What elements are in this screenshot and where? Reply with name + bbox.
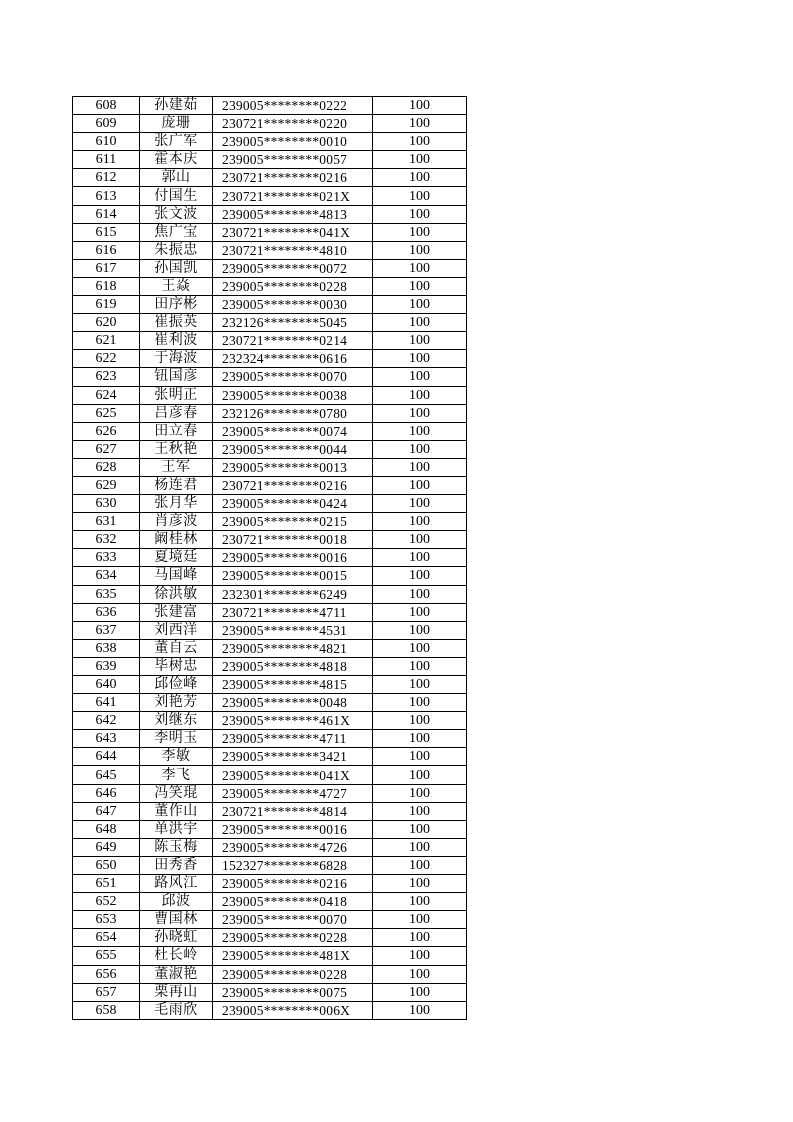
table-row (73, 133, 467, 151)
amount-cell: 100 (373, 875, 467, 893)
row-number-cell: 613 (73, 187, 140, 205)
amount-cell: 100 (373, 277, 467, 295)
table-row (73, 730, 467, 748)
name-cell: 王焱 (140, 277, 213, 295)
row-number-cell: 641 (73, 694, 140, 712)
row-number-cell: 654 (73, 929, 140, 947)
amount-cell: 100 (373, 965, 467, 983)
row-number-cell: 622 (73, 350, 140, 368)
id-number-cell: 239005********0016 (213, 549, 373, 567)
table-row (73, 223, 467, 241)
row-number-cell: 625 (73, 404, 140, 422)
row-number-cell: 627 (73, 440, 140, 458)
table-row (73, 513, 467, 531)
name-cell: 路风江 (140, 875, 213, 893)
id-number-cell: 239005********0038 (213, 386, 373, 404)
amount-cell: 100 (373, 97, 467, 115)
id-number-cell: 230721********041X (213, 223, 373, 241)
id-number-cell: 232301********6249 (213, 585, 373, 603)
table-row (73, 766, 467, 784)
name-cell: 崔利波 (140, 332, 213, 350)
amount-cell: 100 (373, 440, 467, 458)
row-number-cell: 642 (73, 712, 140, 730)
name-cell: 田序彬 (140, 296, 213, 314)
row-number-cell: 645 (73, 766, 140, 784)
amount-cell: 100 (373, 241, 467, 259)
name-cell: 冯笑琨 (140, 784, 213, 802)
amount-cell: 100 (373, 513, 467, 531)
name-cell: 张广军 (140, 133, 213, 151)
amount-cell: 100 (373, 495, 467, 513)
name-cell: 单洪宇 (140, 820, 213, 838)
amount-cell: 100 (373, 766, 467, 784)
amount-cell: 100 (373, 856, 467, 874)
id-number-cell: 230721********0220 (213, 115, 373, 133)
amount-cell: 100 (373, 223, 467, 241)
table-row (73, 241, 467, 259)
id-number-cell: 239005********0044 (213, 440, 373, 458)
id-number-cell: 239005********0216 (213, 875, 373, 893)
row-number-cell: 633 (73, 549, 140, 567)
amount-cell: 100 (373, 549, 467, 567)
name-cell: 钮国彦 (140, 368, 213, 386)
row-number-cell: 636 (73, 603, 140, 621)
name-cell: 郭山 (140, 169, 213, 187)
table-row (73, 350, 467, 368)
row-number-cell: 631 (73, 513, 140, 531)
row-number-cell: 650 (73, 856, 140, 874)
id-number-cell: 239005********4727 (213, 784, 373, 802)
amount-cell: 100 (373, 368, 467, 386)
row-number-cell: 618 (73, 277, 140, 295)
amount-cell: 100 (373, 404, 467, 422)
name-cell: 杨连君 (140, 476, 213, 494)
id-number-cell: 239005********041X (213, 766, 373, 784)
table-row (73, 422, 467, 440)
id-number-cell: 232324********0616 (213, 350, 373, 368)
table-row (73, 911, 467, 929)
table-row (73, 621, 467, 639)
amount-cell: 100 (373, 115, 467, 133)
name-cell: 张建富 (140, 603, 213, 621)
table-row (73, 748, 467, 766)
name-cell: 毛雨欣 (140, 1001, 213, 1019)
table-row (73, 875, 467, 893)
name-cell: 肖彦波 (140, 513, 213, 531)
id-number-cell: 232126********0780 (213, 404, 373, 422)
amount-cell: 100 (373, 567, 467, 585)
row-number-cell: 646 (73, 784, 140, 802)
table-row (73, 476, 467, 494)
table-row (73, 712, 467, 730)
id-number-cell: 239005********0215 (213, 513, 373, 531)
name-cell: 王秋艳 (140, 440, 213, 458)
table-row (73, 115, 467, 133)
table-row (73, 1001, 467, 1019)
row-number-cell: 648 (73, 820, 140, 838)
name-cell: 焦广宝 (140, 223, 213, 241)
row-number-cell: 632 (73, 531, 140, 549)
name-cell: 付国生 (140, 187, 213, 205)
table-row (73, 676, 467, 694)
table-row (73, 386, 467, 404)
id-number-cell: 239005********0015 (213, 567, 373, 585)
id-number-cell: 230721********021X (213, 187, 373, 205)
amount-cell: 100 (373, 603, 467, 621)
name-cell: 孙建茹 (140, 97, 213, 115)
id-number-cell: 239005********4818 (213, 657, 373, 675)
table-row (73, 187, 467, 205)
amount-cell: 100 (373, 784, 467, 802)
id-number-cell: 239005********0016 (213, 820, 373, 838)
row-number-cell: 652 (73, 893, 140, 911)
id-number-cell: 239005********4813 (213, 205, 373, 223)
row-number-cell: 651 (73, 875, 140, 893)
id-number-cell: 239005********4726 (213, 838, 373, 856)
table-row (73, 169, 467, 187)
row-number-cell: 615 (73, 223, 140, 241)
id-number-cell: 239005********0228 (213, 965, 373, 983)
row-number-cell: 657 (73, 983, 140, 1001)
amount-cell: 100 (373, 676, 467, 694)
name-cell: 刘西洋 (140, 621, 213, 639)
table-row (73, 893, 467, 911)
row-number-cell: 635 (73, 585, 140, 603)
name-cell: 董自云 (140, 639, 213, 657)
row-number-cell: 612 (73, 169, 140, 187)
table-row (73, 585, 467, 603)
amount-cell: 100 (373, 476, 467, 494)
table-row (73, 838, 467, 856)
id-number-cell: 239005********0228 (213, 277, 373, 295)
id-number-cell: 230721********0216 (213, 169, 373, 187)
table-row (73, 856, 467, 874)
id-number-cell: 239005********0075 (213, 983, 373, 1001)
table-row (73, 802, 467, 820)
name-cell: 李敏 (140, 748, 213, 766)
id-number-cell: 239005********006X (213, 1001, 373, 1019)
amount-cell: 100 (373, 838, 467, 856)
row-number-cell: 637 (73, 621, 140, 639)
row-number-cell: 653 (73, 911, 140, 929)
row-number-cell: 630 (73, 495, 140, 513)
table-row (73, 259, 467, 277)
row-number-cell: 614 (73, 205, 140, 223)
name-cell: 庞珊 (140, 115, 213, 133)
id-number-cell: 239005********0418 (213, 893, 373, 911)
amount-cell: 100 (373, 657, 467, 675)
name-cell: 刘继东 (140, 712, 213, 730)
row-number-cell: 609 (73, 115, 140, 133)
amount-cell: 100 (373, 639, 467, 657)
amount-cell: 100 (373, 1001, 467, 1019)
table-row (73, 531, 467, 549)
table-row (73, 983, 467, 1001)
row-number-cell: 649 (73, 838, 140, 856)
id-number-cell: 230721********0018 (213, 531, 373, 549)
name-cell: 李飞 (140, 766, 213, 784)
table-row (73, 495, 467, 513)
table-row (73, 567, 467, 585)
table-row (73, 440, 467, 458)
amount-cell: 100 (373, 712, 467, 730)
id-number-cell: 230721********4810 (213, 241, 373, 259)
amount-cell: 100 (373, 422, 467, 440)
id-number-cell: 239005********461X (213, 712, 373, 730)
row-number-cell: 644 (73, 748, 140, 766)
id-number-cell: 239005********0424 (213, 495, 373, 513)
amount-cell: 100 (373, 621, 467, 639)
name-cell: 毕树忠 (140, 657, 213, 675)
id-number-cell: 239005********0072 (213, 259, 373, 277)
id-number-cell: 152327********6828 (213, 856, 373, 874)
amount-cell: 100 (373, 694, 467, 712)
table-row (73, 404, 467, 422)
amount-cell: 100 (373, 386, 467, 404)
row-number-cell: 655 (73, 947, 140, 965)
roster-table (72, 96, 467, 1020)
name-cell: 王军 (140, 458, 213, 476)
name-cell: 曹国林 (140, 911, 213, 929)
amount-cell: 100 (373, 133, 467, 151)
row-number-cell: 640 (73, 676, 140, 694)
table-row (73, 694, 467, 712)
row-number-cell: 629 (73, 476, 140, 494)
table-row (73, 368, 467, 386)
row-number-cell: 620 (73, 314, 140, 332)
amount-cell: 100 (373, 531, 467, 549)
id-number-cell: 239005********0057 (213, 151, 373, 169)
row-number-cell: 638 (73, 639, 140, 657)
table-row (73, 657, 467, 675)
name-cell: 崔振英 (140, 314, 213, 332)
table-row (73, 277, 467, 295)
id-number-cell: 239005********0048 (213, 694, 373, 712)
name-cell: 栗再山 (140, 983, 213, 1001)
id-number-cell: 239005********4711 (213, 730, 373, 748)
amount-cell: 100 (373, 748, 467, 766)
id-number-cell: 239005********0228 (213, 929, 373, 947)
id-number-cell: 230721********0214 (213, 332, 373, 350)
row-number-cell: 643 (73, 730, 140, 748)
amount-cell: 100 (373, 259, 467, 277)
row-number-cell: 634 (73, 567, 140, 585)
amount-cell: 100 (373, 983, 467, 1001)
name-cell: 田立春 (140, 422, 213, 440)
name-cell: 李明玉 (140, 730, 213, 748)
row-number-cell: 626 (73, 422, 140, 440)
id-number-cell: 239005********481X (213, 947, 373, 965)
id-number-cell: 239005********3421 (213, 748, 373, 766)
amount-cell: 100 (373, 458, 467, 476)
id-number-cell: 230721********4814 (213, 802, 373, 820)
amount-cell: 100 (373, 820, 467, 838)
name-cell: 朱振忠 (140, 241, 213, 259)
id-number-cell: 239005********0013 (213, 458, 373, 476)
name-cell: 邱波 (140, 893, 213, 911)
row-number-cell: 628 (73, 458, 140, 476)
name-cell: 杜长岭 (140, 947, 213, 965)
row-number-cell: 619 (73, 296, 140, 314)
name-cell: 董淑艳 (140, 965, 213, 983)
id-number-cell: 230721********4711 (213, 603, 373, 621)
table-row (73, 296, 467, 314)
amount-cell: 100 (373, 802, 467, 820)
name-cell: 董作山 (140, 802, 213, 820)
id-number-cell: 239005********0030 (213, 296, 373, 314)
id-number-cell: 239005********0222 (213, 97, 373, 115)
name-cell: 马国峰 (140, 567, 213, 585)
row-number-cell: 621 (73, 332, 140, 350)
id-number-cell: 239005********0074 (213, 422, 373, 440)
table-row (73, 603, 467, 621)
amount-cell: 100 (373, 151, 467, 169)
amount-cell: 100 (373, 893, 467, 911)
name-cell: 夏境廷 (140, 549, 213, 567)
table-row (73, 205, 467, 223)
amount-cell: 100 (373, 350, 467, 368)
table-row (73, 965, 467, 983)
name-cell: 陈玉梅 (140, 838, 213, 856)
amount-cell: 100 (373, 730, 467, 748)
table-row (73, 458, 467, 476)
row-number-cell: 611 (73, 151, 140, 169)
amount-cell: 100 (373, 947, 467, 965)
id-number-cell: 230721********0216 (213, 476, 373, 494)
row-number-cell: 658 (73, 1001, 140, 1019)
name-cell: 张月华 (140, 495, 213, 513)
row-number-cell: 617 (73, 259, 140, 277)
amount-cell: 100 (373, 929, 467, 947)
amount-cell: 100 (373, 585, 467, 603)
table-row (73, 784, 467, 802)
row-number-cell: 639 (73, 657, 140, 675)
amount-cell: 100 (373, 205, 467, 223)
amount-cell: 100 (373, 169, 467, 187)
row-number-cell: 610 (73, 133, 140, 151)
id-number-cell: 239005********0070 (213, 911, 373, 929)
table-row (73, 929, 467, 947)
table-row (73, 549, 467, 567)
name-cell: 孙国凯 (140, 259, 213, 277)
id-number-cell: 239005********4815 (213, 676, 373, 694)
table-row (73, 97, 467, 115)
name-cell: 张明正 (140, 386, 213, 404)
amount-cell: 100 (373, 296, 467, 314)
table-row (73, 314, 467, 332)
table-row (73, 639, 467, 657)
amount-cell: 100 (373, 314, 467, 332)
row-number-cell: 623 (73, 368, 140, 386)
id-number-cell: 239005********4821 (213, 639, 373, 657)
name-cell: 田秀香 (140, 856, 213, 874)
name-cell: 霍本庆 (140, 151, 213, 169)
name-cell: 吕彦春 (140, 404, 213, 422)
table-row (73, 332, 467, 350)
id-number-cell: 239005********0010 (213, 133, 373, 151)
id-number-cell: 232126********5045 (213, 314, 373, 332)
id-number-cell: 239005********4531 (213, 621, 373, 639)
table-row (73, 947, 467, 965)
name-cell: 于海波 (140, 350, 213, 368)
row-number-cell: 608 (73, 97, 140, 115)
table-row (73, 151, 467, 169)
id-number-cell: 239005********0070 (213, 368, 373, 386)
amount-cell: 100 (373, 911, 467, 929)
name-cell: 邱俭峰 (140, 676, 213, 694)
name-cell: 阚桂林 (140, 531, 213, 549)
row-number-cell: 647 (73, 802, 140, 820)
row-number-cell: 656 (73, 965, 140, 983)
name-cell: 刘艳芳 (140, 694, 213, 712)
row-number-cell: 616 (73, 241, 140, 259)
name-cell: 徐洪敏 (140, 585, 213, 603)
amount-cell: 100 (373, 187, 467, 205)
amount-cell: 100 (373, 332, 467, 350)
name-cell: 孙晓虹 (140, 929, 213, 947)
row-number-cell: 624 (73, 386, 140, 404)
table-row (73, 820, 467, 838)
name-cell: 张文波 (140, 205, 213, 223)
roster-table-body (73, 97, 467, 1020)
